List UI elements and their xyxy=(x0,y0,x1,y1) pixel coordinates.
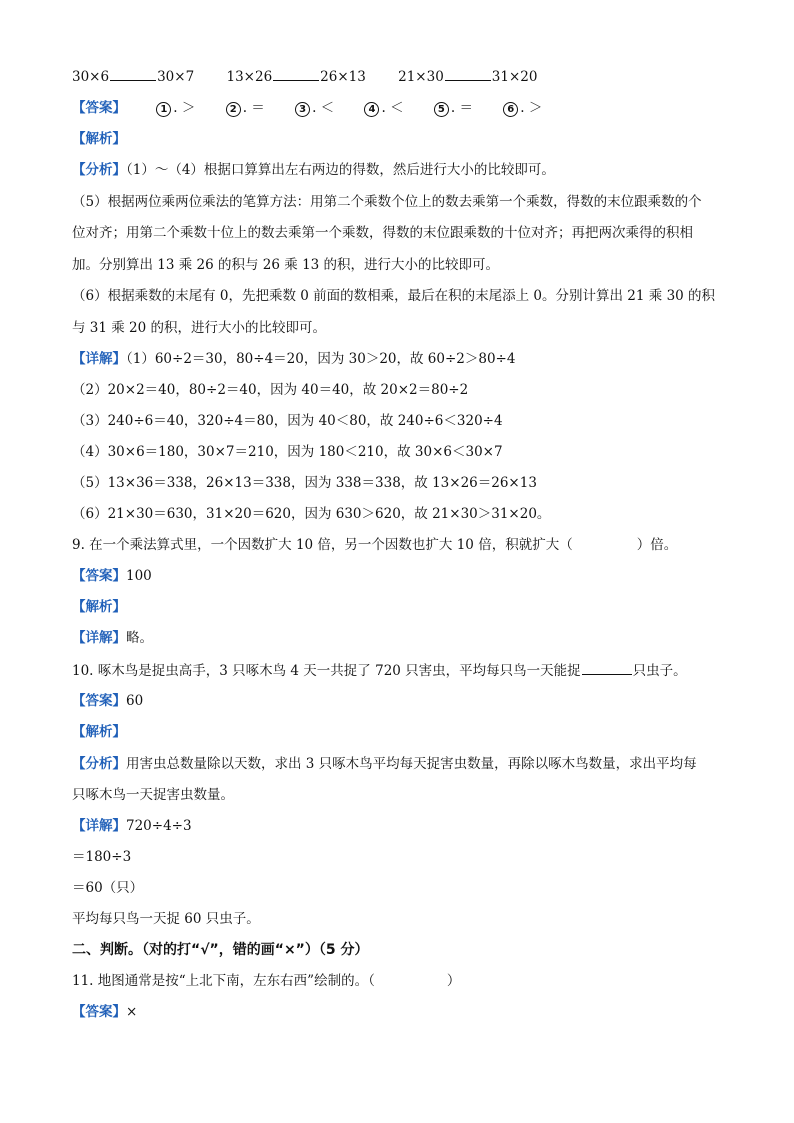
q10-detail-line-3 xyxy=(72,878,732,898)
q10-detail-line-1 xyxy=(72,816,732,836)
detail-text: （3）240÷6＝40，320÷4＝80，因为 40＜80，故 240÷6＜320÷4 xyxy=(72,413,503,429)
comparison-left: 30×6 xyxy=(72,69,110,85)
q8-fenxi-line-4 xyxy=(72,255,732,275)
answer-label: 【答案】 xyxy=(72,693,126,709)
q8-fenxi-line-3 xyxy=(72,223,732,243)
q9-detail xyxy=(72,628,732,648)
comparison-2 xyxy=(226,66,365,87)
detail-text: （1）60÷2＝30，80÷4＝20，因为 30＞20，故 60÷2＞80÷4 xyxy=(126,351,516,367)
q8-fenxi-line-5 xyxy=(72,286,732,306)
detail-text: （4）30×6＝180，30×7＝210，因为 180＜210，故 30×6＜30×7 xyxy=(72,444,503,460)
circled-number: 6 xyxy=(503,102,518,117)
q8-detail-line-6 xyxy=(72,504,732,524)
answer-label: 【答案】 xyxy=(72,1004,126,1020)
comparison-right: 31×20 xyxy=(491,69,538,85)
detail-label: 【详解】 xyxy=(72,351,126,367)
detail-text: （6）21×30＝630，31×20＝620，因为 630＞620，故 21×30＞31×20。 xyxy=(72,506,551,522)
q10-answer xyxy=(72,691,732,711)
answer-symbol: ＜ xyxy=(390,100,404,116)
q8-fenxi-line-2 xyxy=(72,192,732,212)
q8-analysis-label-line xyxy=(72,129,732,149)
fenxi-text: 用害虫总数量除以天数，求出 3 只啄木鸟平均每天捉害虫数量，再除以啄木鸟数量，求出平均每 xyxy=(126,756,697,772)
answer-blank xyxy=(110,66,156,81)
answer-value: 100 xyxy=(126,568,152,584)
detail-text: （2）20×2＝40，80÷2＝40，因为 40＝40，故 20×2＝80÷2 xyxy=(72,382,469,398)
q10-question xyxy=(72,660,732,681)
comparison-left: 13×26 xyxy=(226,69,273,85)
detail-text: 720÷4÷3 xyxy=(126,818,192,834)
circled-number: 4 xyxy=(364,102,379,117)
q9-analysis-label-line xyxy=(72,597,732,617)
comparison-3 xyxy=(398,66,537,87)
circled-number: 2 xyxy=(226,102,241,117)
answer-value: 60 xyxy=(126,693,144,709)
q8-comparisons xyxy=(72,66,732,87)
detail-text: ＝60（只） xyxy=(72,880,144,896)
answer-item-3: 3 . ＜ xyxy=(295,98,334,118)
answer-blank xyxy=(445,66,491,81)
detail-label: 【详解】 xyxy=(72,630,126,646)
answer-label: 【答案】 xyxy=(72,568,126,584)
detail-text: 略。 xyxy=(126,630,153,646)
analysis-label: 【解析】 xyxy=(72,599,126,615)
detail-text: （5）13×36＝338，26×13＝338，因为 338＝338，故 13×26＝26×13 xyxy=(72,475,537,491)
fenxi-text: 与 31 乘 20 的积，进行大小的比较即可。 xyxy=(72,320,327,336)
question-text: 11. 地图通常是按“上北下南，左东右西”绘制的。（ xyxy=(72,973,375,989)
conclusion-text: 平均每只鸟一天捉 60 只虫子。 xyxy=(72,911,260,927)
q10-fenxi-line-1 xyxy=(72,754,732,774)
answer-symbol: ＝ xyxy=(251,100,265,116)
q8-fenxi-line-1 xyxy=(72,160,732,180)
fenxi-label: 【分析】 xyxy=(72,756,126,772)
q9-question xyxy=(72,535,732,555)
answer-symbol: ＜ xyxy=(320,100,335,116)
analysis-label: 【解析】 xyxy=(72,724,126,740)
q8-fenxi-line-6 xyxy=(72,318,732,338)
question-text: 10. 啄木鸟是捉虫高手，3 只啄木鸟 4 天一共捉了 720 只害虫，平均每只鸟一天能捉 xyxy=(72,663,581,679)
answer-symbol: ＝ xyxy=(459,100,473,116)
q9-answer xyxy=(72,566,732,586)
answer-item-6: 6 . ＞ xyxy=(503,98,542,118)
question-text-end: ） xyxy=(446,973,461,989)
circled-number: 3 xyxy=(295,102,310,117)
fenxi-text: （1）～（4）根据口算算出左右两边的得数，然后进行大小的比较即可。 xyxy=(126,162,555,178)
q10-conclusion xyxy=(72,909,732,929)
answer-value: × xyxy=(126,1004,138,1020)
q11-question xyxy=(72,971,732,991)
question-text: 9. 在一个乘法算式里，一个因数扩大 10 倍，另一个因数也扩大 10 倍，积就扩大（ xyxy=(72,537,573,553)
fenxi-text: 加。分别算出 13 乘 26 的积与 26 乘 13 的积，进行大小的比较即可。 xyxy=(72,257,500,273)
answer-blank xyxy=(273,66,319,81)
answer-item-5: 5 . ＝ xyxy=(434,98,473,118)
fenxi-text: 位对齐；用第二个乘数十位上的数去乘第一个乘数，得数的末位跟乘数的十位对齐；再把两次乘得的积相 xyxy=(72,225,693,241)
section-title: 二、判断。（对的打“√”，错的画“×”）（5 分） xyxy=(72,942,369,958)
q11-answer xyxy=(72,1002,732,1022)
answer-symbol: ＞ xyxy=(528,100,543,116)
detail-label: 【详解】 xyxy=(72,818,126,834)
question-text-end: ）倍。 xyxy=(636,537,678,553)
comparison-right: 30×7 xyxy=(157,69,195,85)
answer-symbol: ＞ xyxy=(181,100,196,116)
comparison-left: 21×30 xyxy=(398,69,444,85)
q8-detail-line-4 xyxy=(72,442,732,462)
section-2-title xyxy=(72,940,732,960)
q8-detail-line-3 xyxy=(72,411,732,431)
fenxi-text: （6）根据乘数的末尾有 0，先把乘数 0 前面的数相乘，最后在积的末尾添上 0。分别计算出 21 乘 30 的积 xyxy=(72,288,716,304)
q8-detail-line-1 xyxy=(72,349,732,369)
detail-text: ＝180÷3 xyxy=(72,849,132,865)
q10-fenxi-line-2 xyxy=(72,785,732,805)
circled-number: 1 xyxy=(156,102,171,117)
question-text-end: 只虫子。 xyxy=(632,663,687,679)
comparison-right: 26×13 xyxy=(320,69,366,85)
q10-detail-line-2 xyxy=(72,847,732,867)
answer-label: 【答案】 xyxy=(72,100,126,116)
answer-item-2: 2 . ＝ xyxy=(226,98,265,118)
fenxi-text: （5）根据两位乘两位乘法的笔算方法：用第二个乘数个位上的数去乘第一个乘数，得数的末位跟乘数的个 xyxy=(72,194,702,210)
fenxi-label: 【分析】 xyxy=(72,162,126,178)
q10-analysis-label-line xyxy=(72,722,732,742)
analysis-label: 【解析】 xyxy=(72,131,126,147)
answer-blank xyxy=(582,660,632,675)
answer-item-4: 4 . ＜ xyxy=(364,98,403,118)
q8-detail-line-5 xyxy=(72,473,732,493)
fenxi-text: 只啄木鸟一天捉害虫数量。 xyxy=(72,787,234,803)
answer-item-1: 1 . ＞ xyxy=(156,98,195,118)
q8-answer-line xyxy=(72,98,732,118)
q8-detail-line-2 xyxy=(72,380,732,400)
comparison-1 xyxy=(72,66,194,87)
circled-number: 5 xyxy=(434,102,449,117)
